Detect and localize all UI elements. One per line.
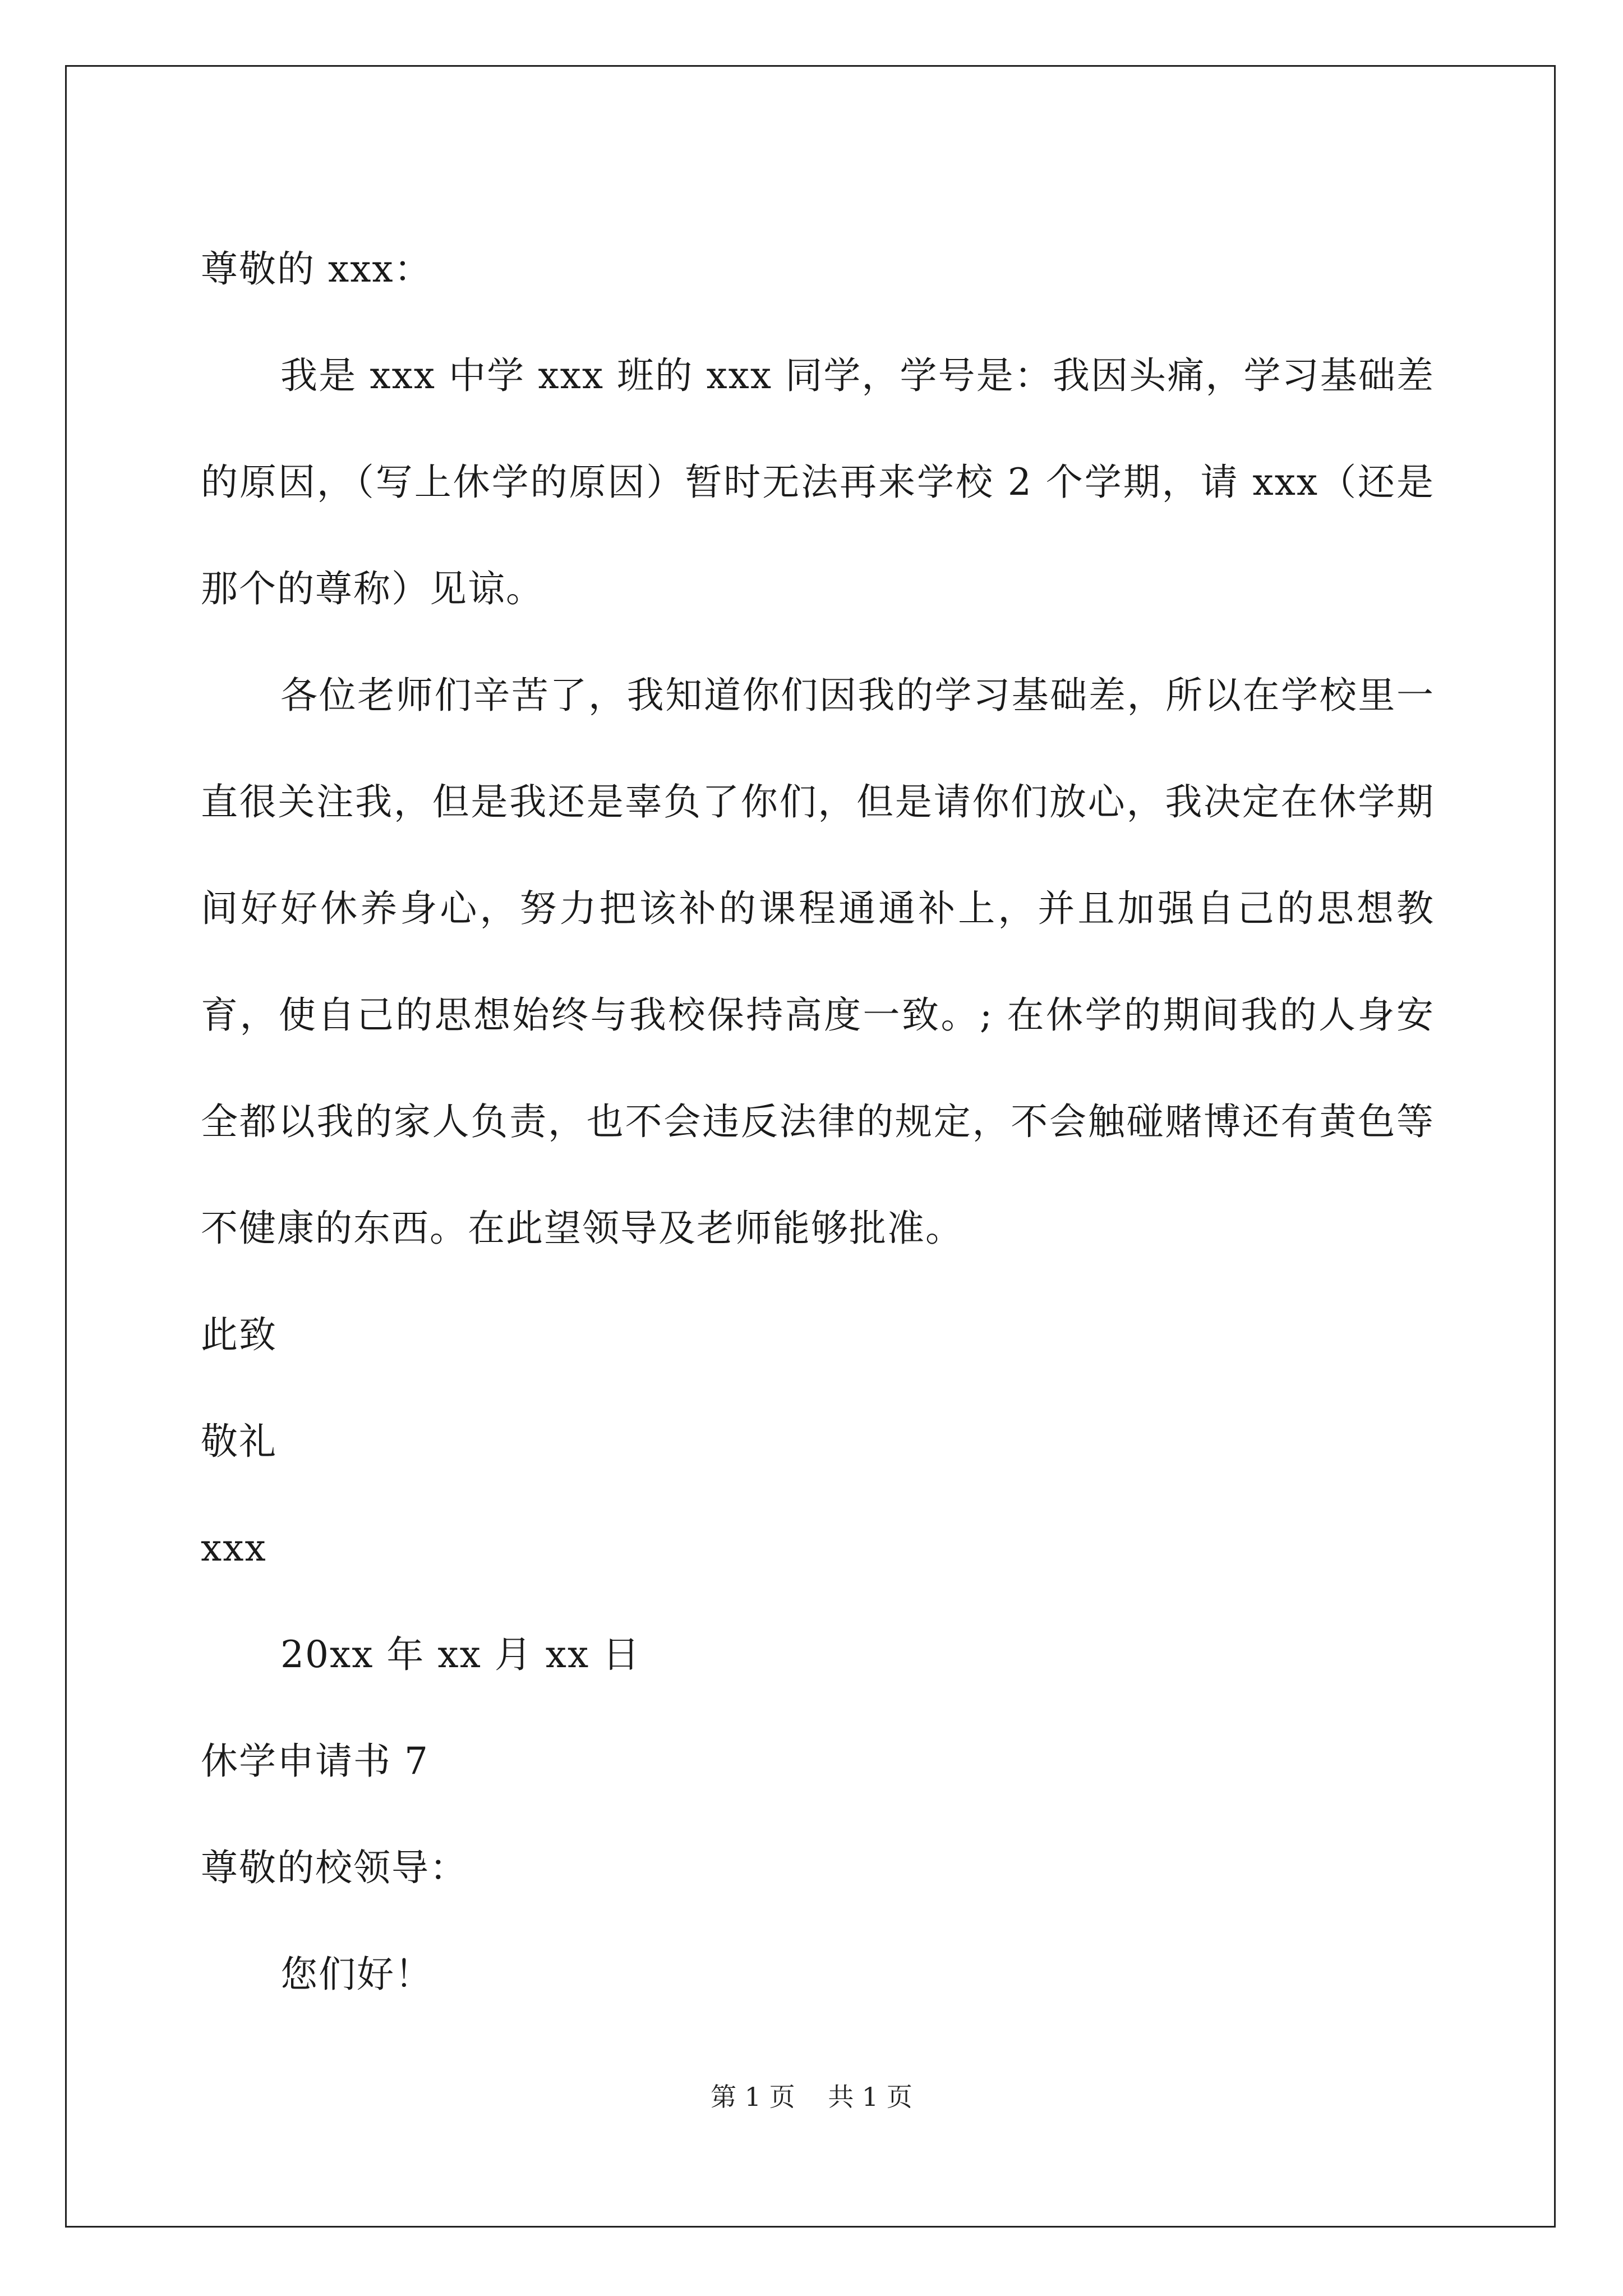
closing-jingli: 敬礼	[201, 1420, 277, 1463]
page-number-current: 第 1 页	[711, 2082, 795, 2112]
second-letter-salutation: 尊敬的校领导：	[201, 1846, 468, 1889]
second-letter-greeting: 您们好！	[280, 1953, 433, 1996]
section-title: 休学申请书 7	[201, 1740, 429, 1783]
body-paragraph-reason: 我是 xxx 中学 xxx 班的 xxx 同学，学号是：我因头痛，学习基础差的原因，（写上休学的原因）暂时无法再来学校 2 个学期，请 xxx（还是那个的尊称）见谅。	[201, 354, 1435, 610]
page-number-total: 共 1 页	[828, 2082, 912, 2112]
document-body	[201, 216, 1435, 2028]
letter-salutation: 尊敬的 xxx：	[201, 247, 432, 291]
signature: xxx	[201, 1526, 267, 1570]
closing-cizhi: 此致	[201, 1313, 277, 1356]
body-paragraph-commitment: 各位老师们辛苦了，我知道你们因我的学习基础差，所以在学校里一直很关注我，但是我还是辜负了你们，但是请你们放心，我决定在休学期间好好休养身心，努力把该补的课程通通补上，并且加强自己的思想教育，使自己的思想始终与我校保持高度一致。; 在休学的期间我的人身安全都以我的家人负责，也不会违反法律的规定，不会触碰赌博还有黄色等不健康的东西。在此望领导及老师能够批准。	[201, 674, 1435, 1250]
page-footer	[0, 2080, 1623, 2114]
letter-date: 20xx 年 xx 月 xx 日	[280, 1633, 641, 1676]
